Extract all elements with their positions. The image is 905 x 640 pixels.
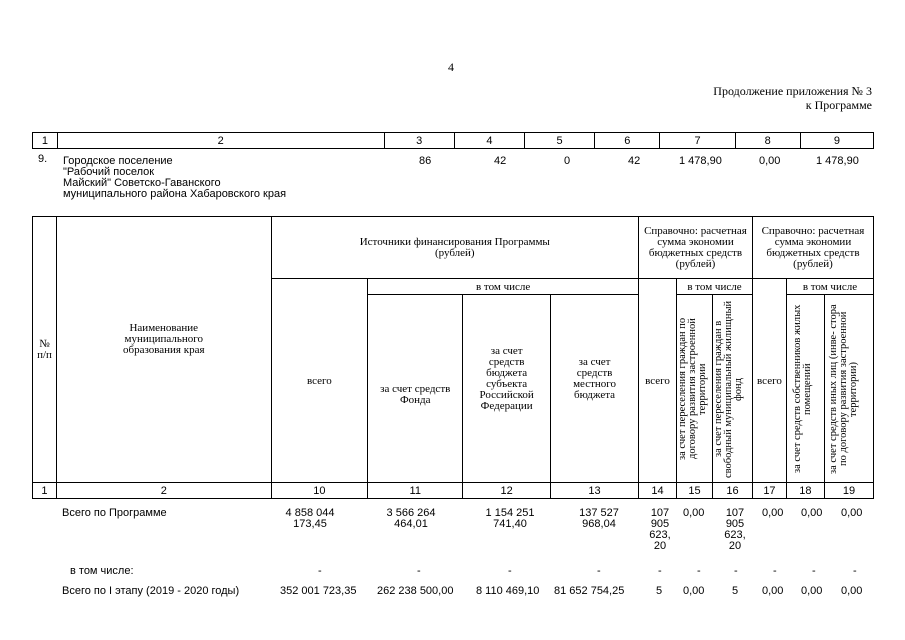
top-col-9: 9 [800, 133, 873, 149]
col-header-total-17: всего [752, 279, 786, 483]
row9-number: 9. [38, 153, 48, 165]
row9-c9: 1 478,90 [816, 155, 859, 167]
row-stage1-c13: 81 652 754,25 [554, 585, 625, 597]
col-header-subject-budget: за счет средств бюджета субъекта Российской Федерации [463, 295, 551, 483]
col-header-18: за счет средств собственников жилых помещений [786, 295, 824, 483]
colnum-2: 2 [56, 483, 271, 499]
row-total-c13: 137 527 968,04 [579, 507, 619, 530]
continuation-line2: к Программе [805, 98, 872, 112]
dash-c17: - [773, 565, 777, 577]
col-header-np: № п/п [33, 217, 57, 483]
row-stage1-c19: 0,00 [841, 585, 863, 597]
row9-c7: 1 478,90 [679, 155, 722, 167]
row-stage1-c15: 0,00 [683, 585, 705, 597]
colnum-1: 1 [33, 483, 57, 499]
col-header-in-that-2: в том числе [676, 279, 752, 295]
top-table-row-9 [32, 154, 874, 200]
row9-c3: 86 [419, 155, 432, 167]
row9-name-line4: муниципального района Хабаровского края [63, 188, 287, 200]
row-total-c19: 0,00 [841, 507, 863, 519]
col-header-19: за счет средств иных лиц (инве- стора по договору развития застроенной территории) [824, 295, 873, 483]
col-header-in-that-3: в том числе [786, 279, 873, 295]
col-header-16: за счет переселения граждан в свободный муниципальный жилищный фонд [712, 295, 752, 483]
col-header-15: за счет переселения граждан по договору развития застроенной территории [676, 295, 712, 483]
dash-c13: - [597, 565, 601, 577]
row-total-c17: 0,00 [762, 507, 784, 519]
row9-name-line1: Городское поселение [63, 155, 173, 167]
top-col-3: 3 [384, 133, 454, 149]
top-col-6: 6 [595, 133, 660, 149]
row-total-c18: 0,00 [801, 507, 823, 519]
colnum-14: 14 [639, 483, 677, 499]
colnum-13: 13 [551, 483, 639, 499]
dash-c10: - [318, 565, 322, 577]
row-stage1-c11: 262 238 500,00 [377, 585, 454, 597]
colnum-11: 11 [368, 483, 463, 499]
top-col-7: 7 [660, 133, 735, 149]
colnum-16: 16 [712, 483, 752, 499]
row-total-c10: 4 858 044 173,45 [285, 507, 335, 530]
col-header-total: всего [271, 279, 368, 483]
col-header-reference2: Справочно: расчетная сумма экономии бюджетных средств (рублей) [752, 217, 873, 279]
top-col-1: 1 [33, 133, 58, 149]
top-col-8: 8 [735, 133, 800, 149]
colnum-10: 10 [271, 483, 368, 499]
continuation-note [713, 84, 872, 112]
row9-c8: 0,00 [759, 155, 781, 167]
dash-c19: - [853, 565, 857, 577]
col-header-local-budget: за счет средств местного бюджета [551, 295, 639, 483]
row9-name-line2: "Рабочий поселок [63, 166, 155, 178]
colnum-17: 17 [752, 483, 786, 499]
row-total-label: Всего по Программе [62, 507, 167, 519]
continuation-line1: Продолжение приложения № 3 [713, 84, 872, 98]
row-total-c15: 0,00 [683, 507, 705, 519]
top-col-2: 2 [57, 133, 384, 149]
row-total-c16: 107 905 623, 20 [724, 507, 746, 552]
top-table-header-row [33, 133, 874, 149]
row-stage1-c14: 5 [656, 585, 663, 597]
row-stage1-label: Всего по I этапу (2019 - 2020 годы) [62, 585, 240, 597]
col-header-total-14: всего [639, 279, 677, 483]
row-stage1-c12: 8 110 469,10 [476, 585, 540, 597]
row9-c6: 42 [628, 155, 641, 167]
row-total-c11: 3 566 264 464,01 [386, 507, 436, 530]
row9-name-line3: Майский" Советско-Гаванского [63, 177, 221, 189]
col-header-in-that: в том числе [368, 279, 639, 295]
col-header-name: Наименование муниципального образования края [56, 217, 271, 483]
col-header-reference1: Справочно: расчетная сумма экономии бюджетных средств (рублей) [639, 217, 753, 279]
top-col-5: 5 [525, 133, 595, 149]
row-stage1-c18: 0,00 [801, 585, 823, 597]
row-total-c12: 1 154 251 741,40 [485, 507, 535, 530]
row-total-c14: 107 905 623, 20 [649, 507, 671, 552]
colnum-15: 15 [676, 483, 712, 499]
dash-c12: - [508, 565, 512, 577]
row9-c4: 42 [494, 155, 507, 167]
top-col-4: 4 [454, 133, 524, 149]
row9-c5: 0 [564, 155, 571, 167]
dash-c14: - [658, 565, 662, 577]
dash-c18: - [812, 565, 816, 577]
dash-c11: - [417, 565, 421, 577]
top-table [32, 132, 874, 149]
page-number: 4 [448, 60, 454, 74]
row-stage1-c17: 0,00 [762, 585, 784, 597]
row-stage1-c10: 352 001 723,35 [280, 585, 357, 597]
col-header-fund: за счет средств Фонда [368, 295, 463, 483]
row-in-that-label: в том числе: [70, 565, 134, 577]
main-table [32, 216, 874, 499]
dash-c15: - [697, 565, 701, 577]
colnum-19: 19 [824, 483, 873, 499]
col-header-sources: Источники финансирования Программы (рублей) [271, 217, 638, 279]
colnum-18: 18 [786, 483, 824, 499]
colnum-12: 12 [463, 483, 551, 499]
row-stage1-c16: 5 [732, 585, 739, 597]
column-numbers-row [33, 483, 874, 499]
dash-c16: - [734, 565, 738, 577]
